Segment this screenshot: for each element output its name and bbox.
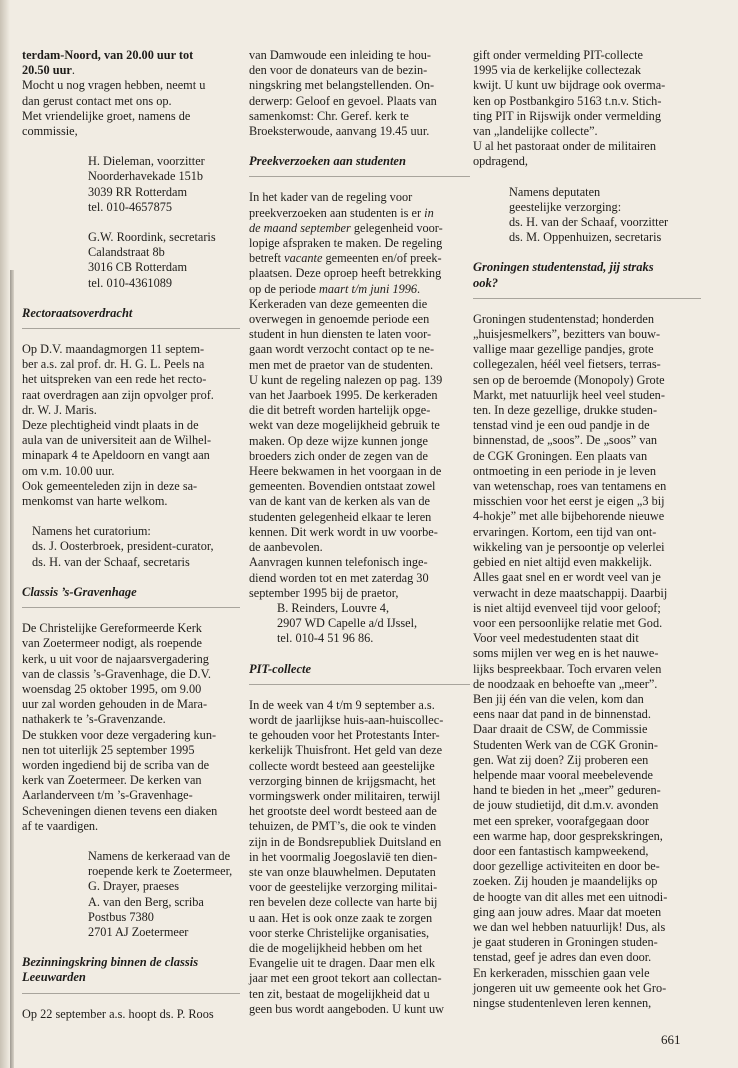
- binding-spine: [10, 270, 14, 1068]
- text-line: de hoogte van dit alles met een uitnodi-: [473, 889, 668, 904]
- text-line: In de week van 4 t/m 9 september a.s.: [249, 697, 435, 712]
- text-line: Deze plechtigheid vindt plaats in de: [22, 418, 199, 433]
- text-line: jongeren uit uw gemeente ook het Gro-: [473, 980, 667, 995]
- section-heading: Classis ’s-Gravenhage: [22, 584, 137, 599]
- text-run: gelegenheid voor-: [350, 220, 443, 235]
- spacer: [22, 570, 240, 585]
- text-line: dan gerust contact met ons op.: [22, 93, 172, 108]
- text-line: kerk van Zoetermeer. De kerken van: [22, 773, 202, 788]
- page-number: 661: [661, 1032, 681, 1047]
- text-line: collegezalen, héél veel fietsers, terras-: [473, 357, 661, 372]
- column-middle: [249, 48, 470, 1017]
- text-line: je gaat studeren in Groningen studen-: [473, 935, 658, 950]
- signature-line: tel. 010-4 51 96 86.: [277, 631, 374, 646]
- text-run: op de periode: [249, 281, 319, 296]
- text-line: de noodzaak en behoefte van „meer”.: [473, 676, 658, 691]
- signature-line: Calandstraat 8b: [88, 245, 165, 260]
- section-divider: [249, 684, 470, 685]
- text-line: Markt, met natuurlijk heel veel studen-: [473, 387, 665, 402]
- text-line: Op D.V. maandagmorgen 11 septem-: [22, 342, 205, 357]
- signature-line: G. Drayer, praeses: [88, 879, 180, 894]
- text-line: de CGK Groningen. Een plaats van: [473, 448, 648, 463]
- section-divider: [249, 176, 470, 177]
- text-line: zoeken. Zij houden je maandelijks op: [473, 874, 658, 889]
- section-divider: [473, 298, 701, 299]
- text-line: De stukken voor deze vergadering kun-: [22, 727, 217, 742]
- section-heading: Leeuwarden: [22, 970, 86, 985]
- text-line: kerkelijk Thuisfront. Het geld van deze: [249, 743, 443, 758]
- text-line: student in hun diensten te laten voor-: [249, 327, 432, 342]
- column-left: [22, 48, 240, 1022]
- text-line: met een spreker, voorafgegaan door: [473, 813, 650, 828]
- text-line: „huisjesmelkers”, bezitters van bouw-: [473, 327, 661, 342]
- text-line: ber a.s. zal prof. dr. H. G. L. Peels na: [22, 357, 205, 372]
- text-line: helpende maar vooral meebelevende: [473, 767, 653, 782]
- text-line: opdragend,: [473, 154, 528, 169]
- text-line: Scheveningen dienen tevens een diaken: [22, 803, 218, 818]
- text-line: menkomst van harte welkom.: [22, 494, 168, 509]
- spacer: [473, 170, 701, 185]
- text-line: jaar met een groot tekort aan collectan-: [249, 971, 442, 986]
- text-line: men met de praetor van de studenten.: [249, 357, 434, 372]
- section-heading: Groningen studentenstad, jij straks: [473, 260, 654, 275]
- text-line: [249, 206, 470, 221]
- spacer: [249, 139, 470, 154]
- text-line: gebied en niet altijd even makkelijk.: [473, 555, 652, 570]
- text-line: gen. Wat zij doen? Zij proberen een: [473, 752, 649, 767]
- text-line: gaan wordt verzocht contact op te ne-: [249, 342, 435, 357]
- text-line: wekt van deze mogelijkheid gebruik te: [249, 418, 440, 433]
- text-line: ningskring met belangstellenden. On-: [249, 78, 435, 93]
- text-line: van Damwoude een inleiding te hou-: [249, 48, 432, 62]
- spacer: [22, 291, 240, 306]
- text-line: van de kant van de kerken als van de: [249, 494, 430, 509]
- section-divider: [22, 607, 240, 608]
- signature-line: roepende kerk te Zoetermeer,: [88, 864, 233, 879]
- section-heading: Preekverzoeken aan studenten: [249, 154, 406, 169]
- text-run: in: [424, 205, 434, 220]
- text-line: samenkomst: Chr. Geref. kerk te: [249, 108, 409, 123]
- text-run: .: [71, 63, 75, 78]
- text-line: die dit betreft worden hartelijk opge-: [249, 403, 431, 418]
- signature-line: H. Dieleman, voorzitter: [88, 154, 205, 169]
- text-line: verwacht in deze maatschappij. Daarbij: [473, 585, 668, 600]
- text-run: vacante: [284, 251, 323, 266]
- text-line: Evangelie uit te dragen. Daar men elk: [249, 956, 436, 971]
- text-line: minapark 4 te Apeldoorn en vangt aan: [22, 448, 210, 463]
- section-heading: Bezinningskring binnen de classis: [22, 955, 199, 970]
- text-line: aula van de universiteit aan de Wilhel-: [22, 433, 212, 448]
- signature-line: Postbus 7380: [88, 909, 154, 924]
- text-line: ten zit, bestaat de mogelijkheid dat u: [249, 986, 430, 1001]
- text-line: [249, 221, 470, 236]
- text-line: Broeksterwoude, aanvang 19.45 uur.: [249, 124, 430, 139]
- text-line: wikkeling van je persoontje op velerlei: [473, 539, 665, 554]
- text-line: Aarlanderveen t/m ’s-Gravenhage-: [22, 788, 193, 803]
- section-divider: [22, 993, 240, 994]
- section-heading: Rectoraatsoverdracht: [22, 305, 133, 320]
- signature-line: geestelijke verzorging:: [509, 199, 622, 214]
- text-line: misschien voor het eerst je eigen „3 bij: [473, 494, 665, 509]
- text-line: [22, 48, 240, 63]
- text-line: Kerkeraden van deze gemeenten die: [249, 296, 428, 311]
- text-line: worden ingediend bij de scriba van de: [22, 757, 210, 772]
- text-line: kerk, u uit voor de najaarsvergadering: [22, 651, 209, 666]
- text-line: ds. H. van der Schaaf, secretaris: [32, 554, 190, 569]
- text-line: studenten gelegenheid elkaar te leren: [249, 509, 432, 524]
- text-line: ervaringen. Kortom, een tijd van ont-: [473, 524, 657, 539]
- text-line: commissie,: [22, 124, 78, 139]
- text-line: Ben jij één van die velen, kom dan: [473, 691, 644, 706]
- text-line: gift onder vermelding PIT-collecte: [473, 48, 643, 62]
- text-line: eens naar dat pand in de binnenstad.: [473, 707, 651, 722]
- text-line: broeders zich onder de zegen van de: [249, 448, 428, 463]
- text-line: plaatsen. Deze oproep heeft betrekking: [249, 266, 442, 281]
- text-line: nen tot uiterlijk 25 september 1995: [22, 742, 195, 757]
- text-line: ting PIT in Rijswijk onder vermelding: [473, 108, 661, 123]
- text-line: het uitspreken van een rede het recto-: [22, 372, 207, 387]
- section-divider: [22, 328, 240, 329]
- signature-line: ds. M. Oppenhuizen, secretaris: [509, 230, 662, 245]
- signature-line: Namens deputaten: [509, 184, 601, 199]
- text-line: diend worden tot en met zaterdag 30: [249, 570, 429, 585]
- text-line: maken. Op deze wijze kunnen jonge: [249, 433, 428, 448]
- text-line: een warme hap, door gesprekskringen,: [473, 828, 663, 843]
- column-right: [473, 48, 701, 1011]
- signature-line: 2907 WD Capelle a/d IJssel,: [277, 616, 418, 631]
- signature-line: 2701 AJ Zoetermeer: [88, 924, 189, 939]
- text-run: gemeenten en/of preek-: [322, 251, 442, 266]
- text-line: ging aan jouw adres. Maar dat moeten: [473, 904, 662, 919]
- text-line: ontmoeting in een periode in je leven: [473, 463, 657, 478]
- text-line: voor een persoonlijke relatie met God.: [473, 615, 663, 630]
- text-line: september 1995 bij de praetor,: [249, 585, 399, 600]
- text-line: Op 22 september a.s. hoopt ds. P. Roos: [22, 1006, 214, 1021]
- text-run: betreft: [249, 251, 285, 266]
- text-line: gemeenten. Bovendien ontstaat zowel: [249, 479, 436, 494]
- text-line: Heere bekwamen in het voorgaan in de: [249, 464, 442, 479]
- text-line: Studenten Werk van de CGK Gronin-: [473, 737, 658, 752]
- text-line: Ook gemeenteleden zijn in deze sa-: [22, 478, 198, 493]
- text-line: hand te bieden in het „meer” geduren-: [473, 783, 661, 798]
- text-line: kennen. Dit werk wordt in uw voorbe-: [249, 524, 438, 539]
- text-line: tenstad, geef je adres dan even door.: [473, 950, 652, 965]
- text-line: Voor veel medestudenten staat dit: [473, 631, 639, 646]
- text-line: derwerp: Geloof en gevoel. Plaats van: [249, 93, 437, 108]
- spacer: [249, 647, 470, 662]
- text-line: uur zal worden gehouden in de Mara-: [22, 697, 208, 712]
- text-line: In het kader van de regeling voor: [249, 190, 413, 205]
- spacer: [22, 139, 240, 154]
- text-line: tenstad vind je een oud pandje in de: [473, 418, 650, 433]
- text-line: van het Jaarboek 1995. De kerkeraden: [249, 388, 438, 403]
- text-run: .: [417, 281, 421, 296]
- signature-line: Noorderhavekade 151b: [88, 169, 204, 184]
- text-line: dr. W. J. Maris.: [22, 402, 97, 417]
- text-line: voor de geestelijke verzorging militai-: [249, 880, 438, 895]
- text-line: nathakerk te ’s-Gravenzande.: [22, 712, 166, 727]
- signature-line: tel. 010-4657875: [88, 199, 173, 214]
- text-run: de maand september: [249, 220, 351, 235]
- text-line: lopige afspraken te maken. De regeling: [249, 236, 443, 251]
- text-line: de jouw studietijd, dit d.m.v. avonden: [473, 798, 659, 813]
- text-line: De Christelijke Gereformeerde Kerk: [22, 621, 202, 636]
- text-line: de aanbevolen.: [249, 540, 323, 555]
- text-line: wordt de jaarlijkse huis-aan-huiscollec-: [249, 712, 444, 727]
- text-line: in het voormalig Joegoslavië ten dien-: [249, 849, 438, 864]
- spacer: [22, 509, 240, 524]
- spacer: [473, 245, 701, 260]
- text-line: [249, 282, 470, 297]
- text-line: kwijt. U kunt uw bijdrage ook overma-: [473, 78, 666, 93]
- text-line: u aan. Het is ook onze zaak te zorgen: [249, 910, 433, 925]
- text-line: tehuizen, de PMT’s, die ook te vinden: [249, 819, 437, 834]
- text-line: van de classis ’s-Gravenhage, die D.V.: [22, 666, 211, 681]
- text-line: van „landelijke collecte”.: [473, 124, 598, 139]
- signature-line: ds. H. van der Schaaf, voorzitter: [509, 215, 669, 230]
- text-line: sen op de beroemde (Monopoly) Grote: [473, 372, 665, 387]
- text-line: Groningen studentenstad; honderden: [473, 311, 654, 326]
- signature-line: 3039 RR Rotterdam: [88, 184, 188, 199]
- text-line: En kerkeraden, misschien gaan vele: [473, 965, 650, 980]
- text-line: ningse studentenleven leren kennen,: [473, 995, 652, 1010]
- text-line: om v.m. 10.00 uur.: [22, 463, 115, 478]
- text-line: ren bevelen deze collecte van harte bij: [249, 895, 438, 910]
- signature-line: tel. 010-4361089: [88, 275, 173, 290]
- text-run: maart t/m juni 1996: [319, 281, 418, 296]
- text-line: raat overdragen aan zijn opvolger prof.: [22, 387, 214, 402]
- text-line: binnenstad, de „soos”. De „soos” van: [473, 433, 658, 448]
- text-line: vallige maar gezellige pandjes, grote: [473, 342, 654, 357]
- text-line: lijks bespreekbaar. Toch ervaren velen: [473, 661, 662, 676]
- signature-line: 3016 CB Rotterdam: [88, 260, 188, 275]
- signature-line: G.W. Roordink, secretaris: [88, 230, 216, 245]
- text-line: ds. J. Oosterbroek, president-curator,: [32, 539, 214, 554]
- text-line: voor sterke Christelijke organisaties,: [249, 925, 430, 940]
- signature-line: B. Reinders, Louvre 4,: [277, 600, 390, 615]
- text-line: die de mogelijkheid hebben om het: [249, 940, 423, 955]
- text-run: preekverzoeken aan studenten is er: [249, 205, 425, 220]
- text-line: geen bus wordt aangeboden. U kunt uw: [249, 1001, 444, 1016]
- text-line: van Zoetermeer nodigt, als roepende: [22, 636, 202, 651]
- text-line: Daar draait de CSW, de Commissie: [473, 722, 648, 737]
- text-line: van wetenschap, roes van tentamens en: [473, 479, 667, 494]
- text-line: 4-hokje” met alle bijbehorende nieuwe: [473, 509, 665, 524]
- text-line: vormingswerk onder militairen, terwijl: [249, 788, 441, 803]
- text-line: collecte wordt besteed aan geestelijke: [249, 758, 435, 773]
- text-run: 20.50 uur: [22, 63, 72, 78]
- text-line: U kunt de regeling nalezen op pag. 139: [249, 372, 443, 387]
- text-line: overwegen in genoemde periode een: [249, 312, 430, 327]
- text-line: Mocht u nog vragen hebben, neemt u: [22, 78, 206, 93]
- signature-line: A. van den Berg, scriba: [88, 894, 204, 909]
- text-line: soms mijlen ver weg en is het nauwe-: [473, 646, 659, 661]
- text-line: door een fantastisch kampweekend,: [473, 843, 649, 858]
- text-line: is niet altijd evenveel tijd voor geloof;: [473, 600, 661, 615]
- text-line: [22, 63, 240, 78]
- text-line: te gehouden voor het Protestants Inter-: [249, 728, 440, 743]
- text-line: Aanvragen kunnen telefonisch inge-: [249, 555, 428, 570]
- spacer: [22, 940, 240, 955]
- text-line: door gezellige activiteiten en door be-: [473, 859, 660, 874]
- text-line: woensdag 25 oktober 1995, om 9.00: [22, 681, 202, 696]
- text-line: Namens het curatorium:: [32, 524, 151, 539]
- text-line: af te vaardigen.: [22, 818, 99, 833]
- text-line: we dan wel hebben natuurlijk! Dus, als: [473, 919, 666, 934]
- section-heading: ook?: [473, 275, 498, 290]
- text-line: U al het pastoraat onder de militairen: [473, 139, 657, 154]
- page-edge-shadow: [0, 0, 10, 1068]
- text-line: het grootste deel wordt besteed aan de: [249, 804, 437, 819]
- spacer: [22, 215, 240, 230]
- text-line: den voor de donateurs van de bezin-: [249, 63, 428, 78]
- text-line: ten. In deze gezellige, drukke studen-: [473, 403, 658, 418]
- text-line: Alles gaat snel en er wordt veel van je: [473, 570, 661, 585]
- signature-line: Namens de kerkeraad van de: [88, 848, 231, 863]
- text-line: Met vriendelijke groet, namens de: [22, 108, 191, 123]
- text-line: [249, 251, 470, 266]
- text-line: ken op Postbankgiro 5163 t.n.v. Stich-: [473, 93, 662, 108]
- text-line: zijn in de Bondsrepubliek Duitsland en: [249, 834, 442, 849]
- text-line: 1995 via de kerkelijke collectezak: [473, 63, 641, 78]
- text-line: ste van onze blauwhelmen. Deputaten: [249, 864, 436, 879]
- section-heading: PIT-collecte: [249, 661, 312, 676]
- text-line: verzorging binnen de krijgsmacht, het: [249, 773, 436, 788]
- spacer: [22, 834, 240, 849]
- text-run: terdam-Noord, van 20.00 uur tot: [22, 48, 194, 62]
